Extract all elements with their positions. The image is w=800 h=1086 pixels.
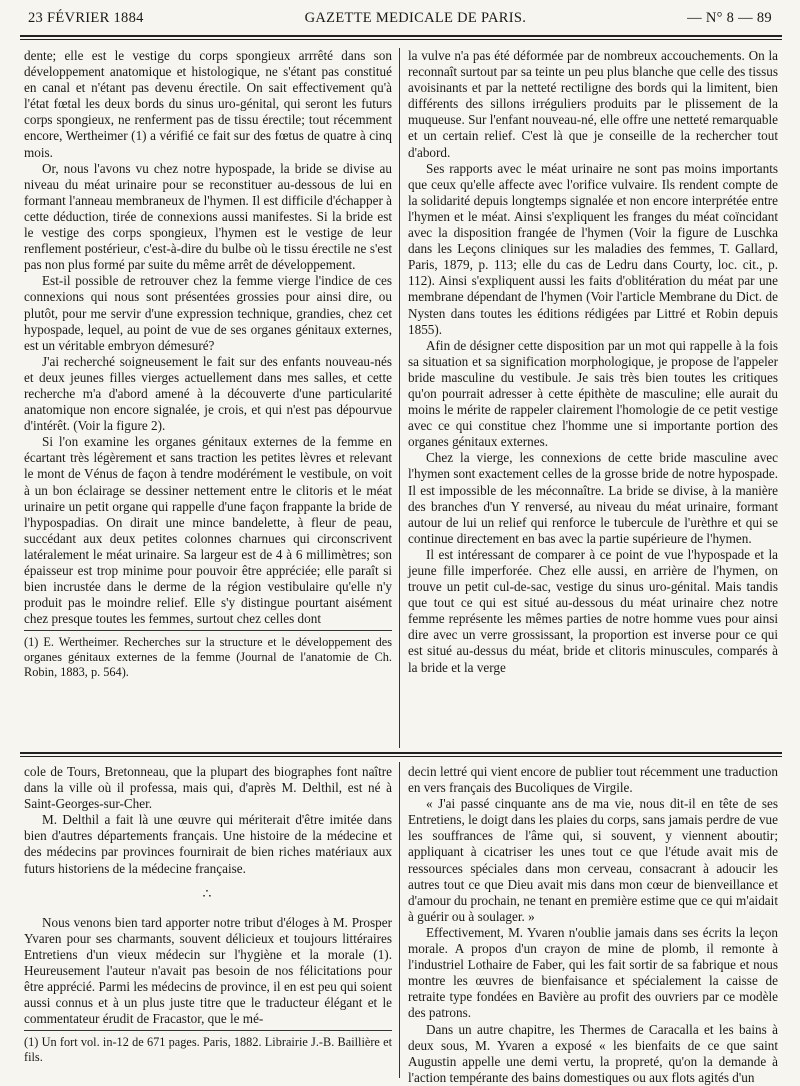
- paragraph: M. Delthil a fait là une œuvre qui mériterait d'être imitée dans bien d'autres départements français. Une histoire de la médecine et des médecins par provinces fournirait de bien riches matériaux aux futurs historiens de la médecine française.: [24, 812, 392, 876]
- column-divider-upper: [399, 48, 400, 748]
- paragraph: Afin de désigner cette disposition par un mot qui rappelle à la fois sa situation et sa signification morphologique, je propose de l'appeler bride masculine du vestibule. Je sais très bien toutes les critiques qu'on pourrait adresser à cette épithète de masculine; elle aurait du moins le mérite de rappeler clairement l'homologie de ce petit vestige avec ce qui constitue chez l'homme une si importante portion des organes génitaux externes.: [408, 337, 778, 450]
- paragraph: cole de Tours, Bretonneau, que la plupart des biographes font naître dans la ville où il professa, mais qui, d'après M. Delthil, est né à Saint-Georges-sur-Cher.: [24, 764, 392, 812]
- paragraph: Or, nous l'avons vu chez notre hypospade, la bride se divise au niveau du méat urinaire pour se reconstituer au-dessous de lui en formant l'anneau membraneux de l'hymen. Il est difficile d'échapper à cette déduction, tirée de connexions aussi manifestes. Si la bride est le vestige des corps spongieux, l'hymen est le vestige de leur renflement postérieur, c'est-à-dire du bulbe où le tissu érectile ne s'est pas non plus formé par suite du même arrêt de développement.: [24, 160, 392, 273]
- section-rule-thin: [20, 756, 782, 757]
- lower-left-column: [24, 764, 392, 1065]
- header-date: 23 FÉVRIER 1884: [28, 10, 144, 26]
- paragraph: Effectivement, M. Yvaren n'oublie jamais dans ses écrits la leçon morale. A propos d'un crayon de mine de plomb, il remonte à l'industriel Lothaire de Faber, qui les fait sortir de sa fabrique et nous montre les œuvres de bienfaisance et spécialement la caisse de retraite type fondées en Bavière au profit des ouvriers par ce modèle des patrons.: [408, 924, 778, 1021]
- header-rule: [20, 35, 782, 37]
- paragraph: Nous venons bien tard apporter notre tribut d'éloges à M. Prosper Yvaren pour ses charmants, souvent délicieux et toujours littéraires Entretiens d'un vieux médecin sur l'hygiène et la morale (1). Heureusement l'auteur n'avait pas besoin de nos félicitations pour être apprécié. Parmi les médecins de province, il en est peu qui soient aussi connus et à un plus juste titre que le traducteur élégant et le commentateur érudit de Fracastor, que le mé-: [24, 914, 392, 1027]
- column-divider-lower: [399, 762, 400, 1078]
- paragraph: dente; elle est le vestige du corps spongieux arrrêté dans son développement anatomique et histologique, ne s'étant pas constitué en canal et n'étant pas devenu érectile. On sait effectivement qu'à l'état fœtal les deux bords du sinus uro-génital, qui seront les futurs corps spongieux, ne renferment pas de tissu érectile; tout récemment encore, Wertheimer (1) a vérifié ce fait sur des fœtus de quatre à cinq mois.: [24, 48, 392, 160]
- paragraph: « J'ai passé cinquante ans de ma vie, nous dit-il en tête de ses Entretiens, le doigt dans les plaies du corps, sans jamais perdre de vue les souffrances de l'âme qui, si souvent, y viennent aboutir; appliquant à cicatriser les unes tout ce que l'étude avait mis de ressources spéciales dans mon cerveau, consacrant à adoucir les autres tout ce que Dieu avait mis dans mon cœur de bienveillance et d'amour du prochain, ne tenant en première estime que ce qui m'aidait à guérir ou à soulager. »: [408, 796, 778, 924]
- paragraph: la vulve n'a pas été déformée par de nombreux accouchements. On la reconnaît surtout par sa teinte un peu plus blanche que celle des tissus avoisinants et par la netteté rectiligne des bords qui la limitent, bien différents des sillons irréguliers produits par le plissement de la muqueuse. Sur l'enfant nouveau-né, elle offre une netteté remarquable et un certain relief. C'est là que je conseille de la rechercher tout d'abord.: [408, 48, 778, 160]
- header-title: GAZETTE MEDICALE DE PARIS.: [304, 10, 527, 26]
- paragraph: Est-il possible de retrouver chez la femme vierge l'indice de ces connexions qui nous sont présentées grossies pour ainsi dire, ou plutôt, pour me servir d'une expression technique, grandies, chez cet hypospade, lequel, au point de vue de ses organes génitaux externes, est un véritable embryon démesuré?: [24, 273, 392, 353]
- footnote: (1) Un fort vol. in-12 de 671 pages. Paris, 1882. Librairie J.-B. Baillière et fils.: [24, 1035, 392, 1065]
- paragraph: J'ai recherché soigneusement le fait sur des enfants nouveau-nés et deux jeunes filles vierges actuellement dans mes salles, et cette recherche m'a d'abord amené à la découverte d'une particularité anatomique non encore signalée, je crois, et qui n'est pas dépourvue d'intérêt. (Voir la figure 2).: [24, 353, 392, 434]
- header-issue: — N° 8 — 89: [687, 10, 772, 26]
- section-rule: [20, 752, 782, 754]
- paragraph: decin lettré qui vient encore de publier tout récemment une traduction en vers français des Bucoliques de Virgile.: [408, 764, 778, 796]
- section-separator: ∴: [202, 886, 214, 902]
- paragraph: Dans un autre chapitre, les Thermes de Caracalla et les bains à deux sous, M. Yvaren a exposé « les bienfaits de ce que saint Augustin appelle une demi vertu, la propreté, qu'on la demande à l'action tempérante des bains domestiques ou aux flots agités d'un: [408, 1021, 778, 1085]
- paragraph: Ses rapports avec le méat urinaire ne sont pas moins importants que ceux qu'elle affecte avec l'orifice vulvaire. Ils rendent compte de la solidarité depuis longtemps signalée et non encore interprétée entre l'hymen et le méat. Ainsi s'expliquent les franges du méat coïncidant avec la disposition frangée de l'hymen (Voir la figure de Luschka dans les Leçons cliniques sur les maladies des femmes, T. Gallard, Paris, 1879, p. 113; elle du cas de Ledru dans Courty, loc. cit., p. 112). Ainsi s'expliquent aussi les faits d'oblitération du méat par une membrane dépendant de l'hymen (Voir l'article Membrane du Dict. de Nysten dans toutes les éditions rédigées par Littré et Robin depuis 1855).: [408, 160, 778, 337]
- upper-right-column: [408, 48, 778, 676]
- footnote: (1) E. Wertheimer. Recherches sur la structure et le développement des organes génitaux externes de la femme (Journal de l'anatomie de Ch. Robin, 1883, p. 564).: [24, 635, 392, 680]
- running-header: [28, 10, 772, 32]
- upper-left-column: [24, 48, 392, 680]
- paragraph: Il est intéressant de comparer à ce point de vue l'hypospade et la jeune fille imperforée. Chez elle aussi, en arrière de l'hymen, on trouve un petit cul-de-sac, vestige du sinus uro-génital. Mais tandis que tout ce qui est situé au-dessous du méat urinaire chez notre femme représente les mêmes parties de notre homme vues pour ainsi dire avec un verre grossissant, la proportion est inverse pour ce qui est situé au-dessus du méat, bride et clitoris minuscules, comparés à la bride et la verge: [408, 546, 778, 675]
- lower-right-column: [408, 764, 778, 1086]
- header-rule-thin: [20, 39, 782, 40]
- footnote-rule: [24, 630, 392, 631]
- paragraph: Chez la vierge, les connexions de cette bride masculine avec l'hymen sont exactement celles de la grosse bride de notre hypospade. Il est impossible de les méconnaître. La bride se divise, à la manière des branches d'un Y renversé, au niveau du méat urinaire, formant autour de lui un relief qui renforce le tubercule de l'urèthre et qui se continue directement en bas avec la partie supérieure de l'hymen.: [408, 450, 778, 546]
- footnote-rule: [24, 1030, 392, 1031]
- paragraph: Si l'on examine les organes génitaux externes de la femme en écartant très légèrement et sans traction les petites lèvres et relevant le mont de Vénus de façon à tendre modérément le vestibule, on voit à un bon éclairage se dessiner nettement entre le clitoris et le méat urinaire un petit organe qui rappelle d'une façon frappante la bride de l'hypospadias. On dirait une mince bandelette, à fleur de peau, succédant aux deux petites colonnes charnues qui circonscrivent latéralement le méat urinaire. Sa largeur est de 4 à 6 millimètres; son épaisseur est trop minime pour pouvoir être appréciée; elle paraît si bien incrustée dans le derme de la région vestibulaire qu'elle n'y produit pas le moindre relief. Elle s'y distingue pourtant aisément chez presque toutes les femmes, surtout chez celles dont: [24, 434, 392, 627]
